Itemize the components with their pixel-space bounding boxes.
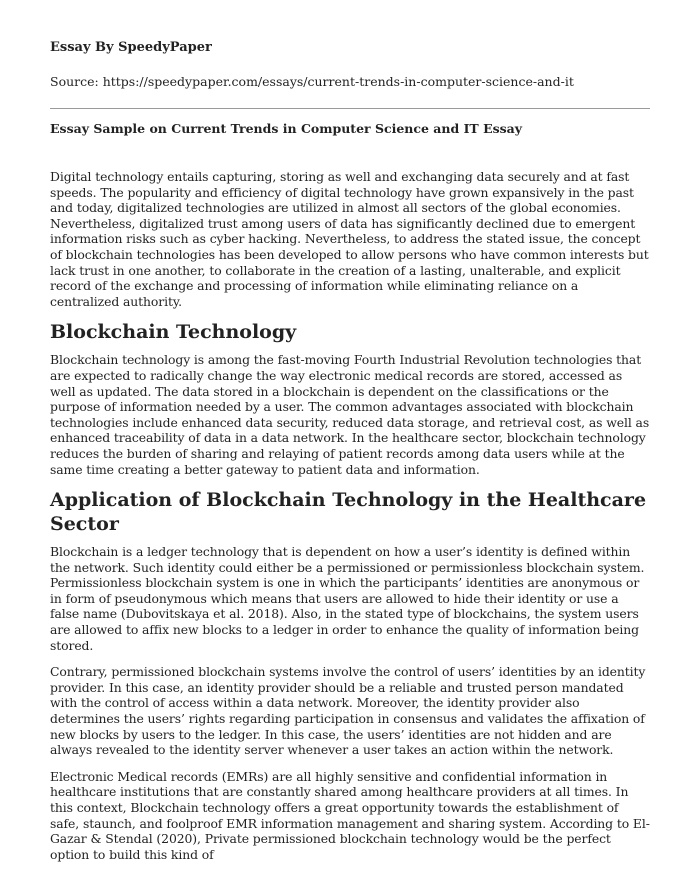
healthcare-paragraph-2: Contrary, permissioned blockchain systems involve the control of users’ identities by an identity provider. In this case, an identity provider should be a reliable and trusted person mandated with the control of access within a data network. Moreover, the identity provider also determines the users’ rights regarding participation in consensus and validates the affixation of new blocks by users to the ledger. In this case, the users’ identities are not hidden and are always revealed to the identity server whenever a user takes an action within the network.: [50, 664, 646, 758]
document-header: [50, 40, 650, 89]
healthcare-paragraph-1: Blockchain is a ledger technology that is dependent on how a user’s identity is defined within the network. Such identity could either be a permissioned or permissionless blockchain system. Permissionless blockchain system is one in which the participants’ identities are anonymous or in form of pseudonymous which means that users are allowed to hide their identity or use a false name (Dubovitskaya et al. 2018). Also, in the stated type of blockchains, the system users are allowed to affix new blocks to a ledger in order to enhance the quality of information being stored.: [50, 544, 645, 653]
blockchain-paragraph: Blockchain technology is among the fast-moving Fourth Industrial Revolution technologies that are expected to radically change the way electronic medical records are stored, accessed as well as updated. The data stored in a blockchain is dependent on the classifications or the purpose of information needed by a user. The common advantages associated with blockchain technologies include enhanced data security, reduced data storage, and retrieval cost, as well as enhanced traceability of data in a data network. In the healthcare sector, blockchain technology reduces the burden of sharing and relaying of patient records among data users while at the same time creating a better gateway to patient data and information.: [50, 352, 650, 477]
section-heading-healthcare: Application of Blockchain Technology in the Healthcare Sector: [50, 489, 647, 536]
essay-title: Essay Sample on Current Trends in Computer Science and IT Essay: [50, 121, 523, 136]
section-heading-blockchain: Blockchain Technology: [50, 321, 297, 344]
intro-paragraph: Digital technology entails capturing, storing as well and exchanging data securely and at fast speeds. The popularity and efficiency of digital technology have grown expansively in the past and today, digitalized technologies are utilized in almost all sectors of the global economies. Nevertheless, digitalized trust among users of data has significantly declined due to emergent information risks such as cyber hacking. Nevertheless, to address the stated issue, the concept of blockchain technologies has been developed to allow persons who have common interests but lack trust in one another, to collaborate in the creation of a lasting, unalterable, and explicit record of the exchange and processing of information while eliminating reliance on a centralized authority.: [50, 169, 649, 309]
brand-title: Essay By SpeedyPaper: [50, 40, 212, 55]
essay-body: [50, 169, 650, 873]
source-url: Source: https://speedypaper.com/essays/current-trends-in-computer-science-and-it: [50, 74, 574, 89]
healthcare-paragraph-3: Electronic Medical records (EMRs) are all highly sensitive and confidential information in healthcare institutions that are constantly shared among healthcare providers at all times. In this context, Blockchain technology offers a great opportunity towards the establishment of safe, staunch, and foolproof EMR information management and sharing system. According to El-Gazar & Stendal (2020), Private permissioned blockchain technology would be the perfect option to build this kind of: [50, 768, 650, 862]
header-divider: [50, 108, 650, 109]
